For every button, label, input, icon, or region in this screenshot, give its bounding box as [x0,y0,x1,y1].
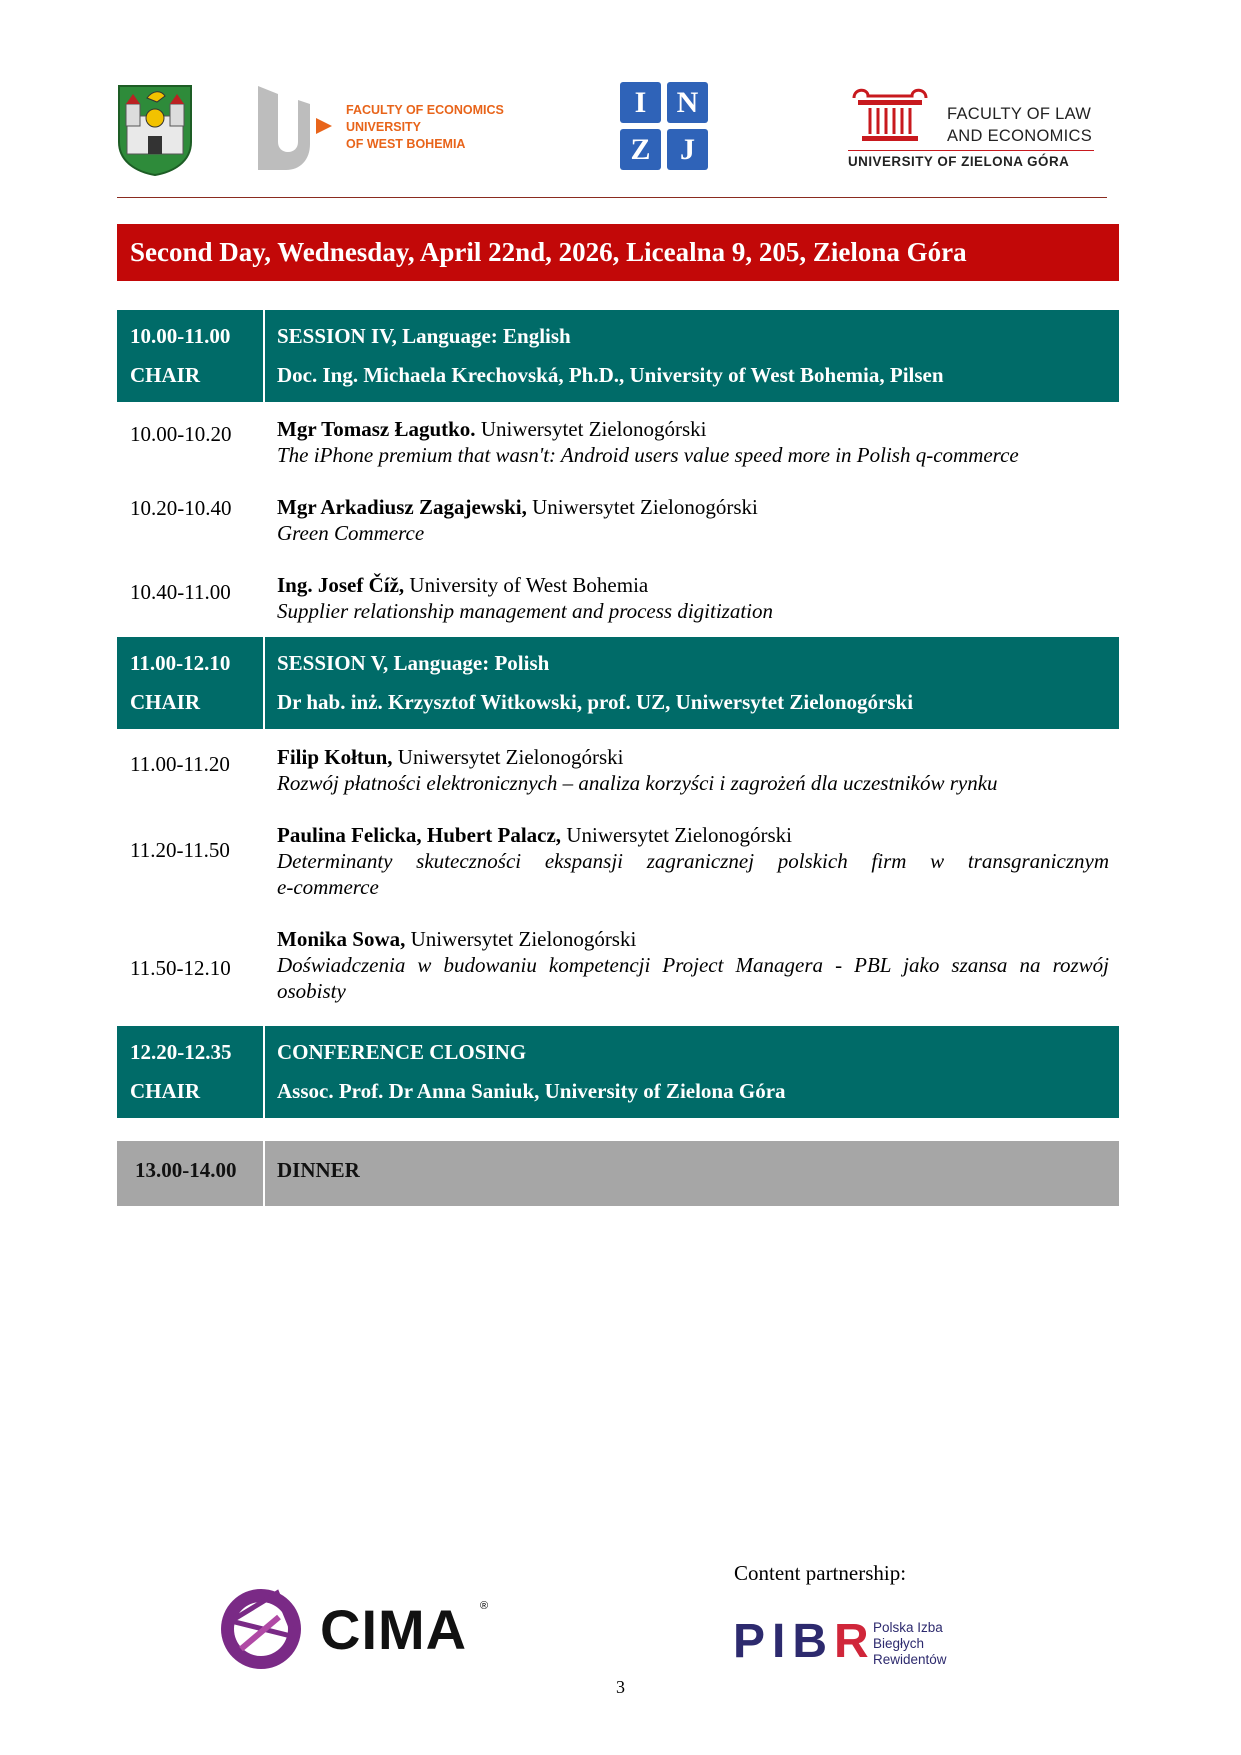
inzj-logo [620,82,710,172]
cima-logo-mark [219,1587,303,1671]
speaker-affiliation: Uniwersytet Zielonogórski [475,417,707,441]
session-chair: Assoc. Prof. Dr Anna Saniuk, University of Zielona Góra [277,1079,786,1103]
uwb-line-2: UNIVERSITY [346,120,422,134]
fle-university-name: UNIVERSITY OF ZIELONA GÓRA [848,154,1070,169]
uwb-line-1: FACULTY OF ECONOMICS [346,103,504,117]
cima-logo-text: CIMA [320,1598,468,1661]
chair-label: CHAIR [130,690,201,714]
session-time: 11.00-12.10 [130,651,231,675]
session-time: 12.20-12.35 [130,1040,232,1064]
column-logo-mark [848,84,932,144]
column-divider [263,1026,265,1118]
pibr-subtitle [873,1620,947,1668]
session-title: SESSION IV, Language: English [277,324,571,348]
session-title: SESSION V, Language: Polish [277,651,550,675]
session-header [117,637,1119,729]
talk-title: Green Commerce [277,521,425,545]
column-divider [263,1141,265,1206]
dinner-time: 13.00-14.00 [135,1158,237,1182]
talk-speaker [277,572,648,598]
pibr-sub-line-3: Rewidentów [873,1652,947,1667]
inzj-cell-i: I [620,82,661,123]
fle-line-1: FACULTY OF LAW [947,105,1092,123]
inzj-cell-z: Z [620,129,661,170]
session-header [117,310,1119,402]
talk-title: Rozwój płatności elektronicznych – analiza korzyści i zagrożeń dla uczestników rynku [277,771,998,795]
zielona-gora-coat-of-arms-logo [117,84,193,176]
dinner-row [117,1141,1119,1206]
talk-speaker [277,416,707,442]
speaker-name: Mgr Tomasz Łagutko. [277,417,476,441]
speaker-name: Paulina Felicka, Hubert Palacz, [277,823,562,847]
session-header [117,1026,1119,1118]
talk-time: 11.00-11.20 [130,752,230,776]
speaker-affiliation: Uniwersytet Zielonogórski [526,495,758,519]
talk-title-line-2: e-commerce [277,875,379,899]
talk-title-line-2: osobisty [277,979,346,1003]
content-partnership-label: Content partnership: [734,1561,907,1585]
column-divider [263,310,265,402]
talk-speaker [277,822,792,848]
talk-time: 10.40-11.00 [130,580,231,604]
speaker-affiliation: Uniwersytet Zielonogórski [405,927,637,951]
talk-title-line-1: Determinanty skuteczności ekspansji zagranicznej polskich firm w transgranicznym [277,849,1109,873]
session-chair: Doc. Ing. Michaela Krechovská, Ph.D., University of West Bohemia, Pilsen [277,363,944,387]
session-time: 10.00-11.00 [130,324,231,348]
chair-label: CHAIR [130,363,201,387]
talk-title: The iPhone premium that wasn't: Android users value speed more in Polish q-commerce [277,443,1019,467]
page-number: 3 [616,1677,625,1697]
talk-speaker [277,744,624,770]
dinner-label: DINNER [277,1158,360,1182]
header-rule [117,197,1107,198]
inzj-cell-n: N [667,82,708,123]
fle-divider [848,150,1094,151]
speaker-affiliation: University of West Bohemia [404,573,649,597]
session-title: CONFERENCE CLOSING [277,1040,527,1064]
uwb-logo-mark [256,84,336,172]
talk-title-line-1: Doświadczenia w budowaniu kompetencji Project Managera - PBL jako szansa na rozwój [277,953,1109,977]
speaker-name: Ing. Josef Číž, [277,573,405,597]
talk-speaker [277,494,758,520]
cima-registered-mark: ® [480,1600,489,1612]
talk-time: 11.50-12.10 [130,956,231,980]
session-chair: Dr hab. inż. Krzysztof Witkowski, prof. UZ, Uniwersytet Zielonogórski [277,690,914,714]
talk-time: 11.20-11.50 [130,838,230,862]
speaker-affiliation: Uniwersytet Zielonogórski [392,745,624,769]
uwb-line-3: OF WEST BOHEMIA [346,137,466,151]
uwb-logo-text [346,102,546,153]
fle-line-2: AND ECONOMICS [947,127,1093,145]
speaker-name: Filip Kołtun, [277,745,393,769]
fle-logo-text [947,103,1092,147]
speaker-name: Mgr Arkadiusz Zagajewski, [277,495,527,519]
column-divider [263,637,265,729]
chair-label: CHAIR [130,1079,201,1103]
talk-time: 10.20-10.40 [130,496,232,520]
inzj-cell-j: J [667,129,708,170]
pibr-sub-line-1: Polska Izba [873,1620,943,1635]
talk-title: Supplier relationship management and process digitization [277,599,774,623]
day-banner: Second Day, Wednesday, April 22nd, 2026, Licealna 9, 205, Zielona Góra [117,224,1119,281]
speaker-affiliation: Uniwersytet Zielonogórski [561,823,793,847]
speaker-name: Monika Sowa, [277,927,406,951]
talk-speaker [277,926,636,952]
pibr-logo-text [733,1614,876,1669]
pibr-letters: PIB [733,1615,835,1668]
talk-time: 10.00-10.20 [130,422,232,446]
pibr-letter-r: R [834,1615,876,1668]
pibr-sub-line-2: Biegłych [873,1636,925,1651]
